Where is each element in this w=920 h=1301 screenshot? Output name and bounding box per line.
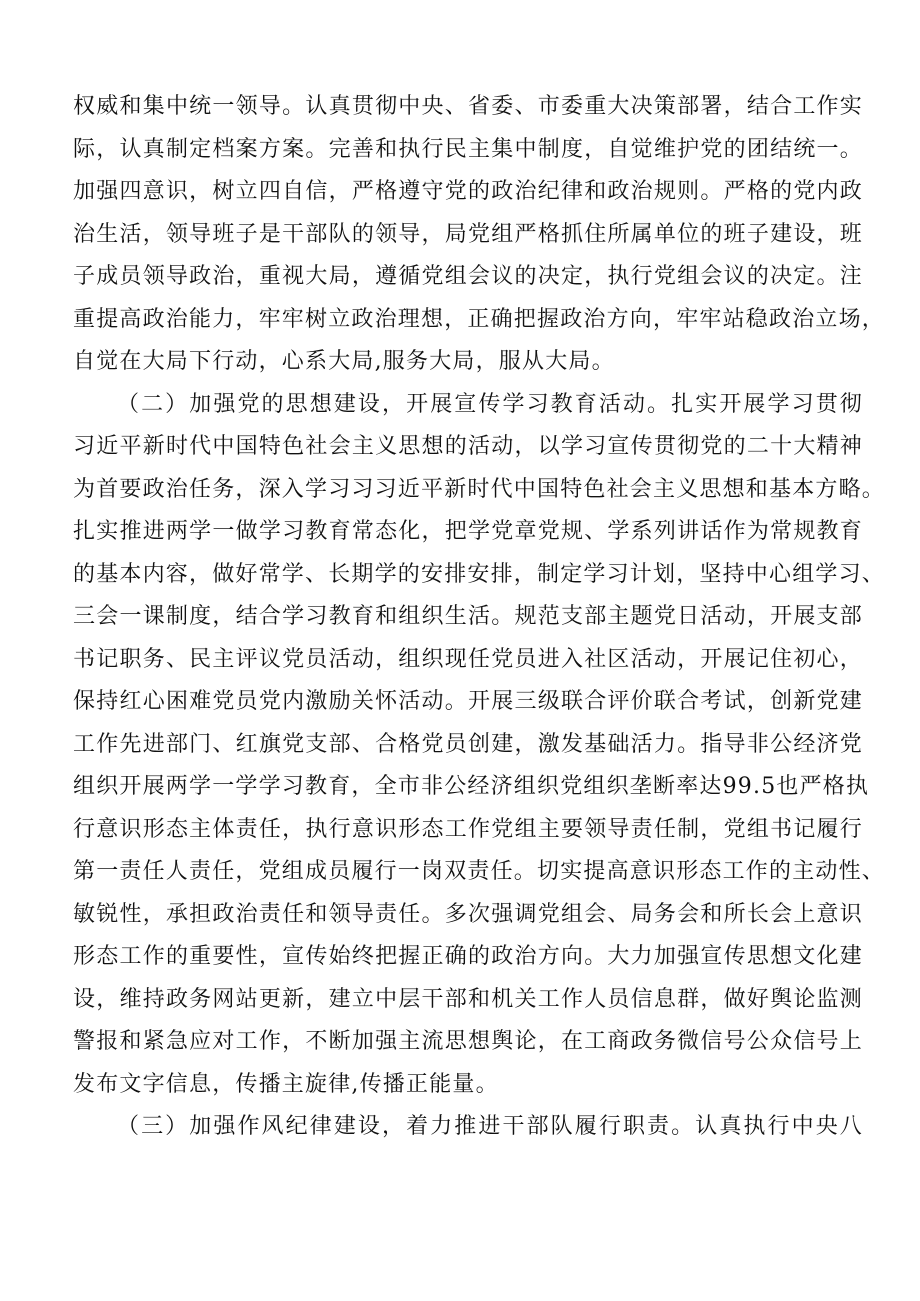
text-line: 工作先进部门、红旗党支部、合格党员创建，激发基础活力。指导非公经济党 xyxy=(73,731,863,757)
text-line: 权威和集中统一领导。认真贯彻中央、省委、市委重大决策部署，结合工作实 xyxy=(73,94,863,119)
text-line: 重提高政治能力，牢牢树立政治理想，正确把握政治方向，牢牢站稳政治立场， xyxy=(73,306,886,332)
text-line: 扎实推进两学一做学习教育常态化，把学党章党规、学系列讲话作为常规教育 xyxy=(73,519,863,544)
text-line: 保持红心困难党员党内激励关怀活动。开展三级联合评价联合考试，创新党建 xyxy=(73,689,863,714)
text-line: 形态工作的重要性，宣传始终把握正确的政治方向。大力加强宣传思想文化建 xyxy=(73,944,863,969)
text-line: 设，维持政务网站更新，建立中层干部和机关工作人员信息群，做好舆论监测 xyxy=(73,986,863,1012)
text-line: 自觉在大局下行动，心系大局,服务大局，服从大局。 xyxy=(73,349,615,374)
text-line: 三会一课制度，结合学习教育和组织生活。规范支部主题党日活动，开展支部 xyxy=(73,604,863,629)
document-page xyxy=(73,86,886,1149)
text-line: 第一责任人责任，党组成员履行一岗双责任。切实提高意识形态工作的主动性、 xyxy=(73,859,886,884)
text-line: 际，认真制定档案方案。完善和执行民主集中制度，自觉维护党的团结统一。 xyxy=(73,136,863,162)
text-line: 敏锐性，承担政治责任和领导责任。多次强调党组会、局务会和所长会上意识 xyxy=(73,901,863,927)
paragraph-heading-line: （二）加强党的思想建设，开展宣传学习教育活动。扎实开展学习贯彻 xyxy=(117,391,863,417)
text-line: 子成员领导政治，重视大局，遵循党组会议的决定，执行党组会议的决定。注 xyxy=(73,264,863,289)
paragraph-3 xyxy=(73,1106,863,1149)
text-line: 为首要政治任务，深入学习习习近平新时代中国特色社会主义思想和基本方略。 xyxy=(73,476,886,502)
text-line: 发布文字信息，传播主旋律,传播正能量。 xyxy=(73,1071,499,1097)
text-line: 行意识形态主体责任，执行意识形态工作党组主要领导责任制，党组书记履行 xyxy=(73,816,863,842)
text-line: 习近平新时代中国特色社会主义思想的活动，以学习宣传贯彻党的二十大精神 xyxy=(73,434,863,459)
text-line: 警报和紧急应对工作，不断加强主流思想舆论，在工商政务微信号公众信号上 xyxy=(73,1029,863,1054)
text-line: 加强四意识，树立四自信，严格遵守党的政治纪律和政治规则。严格的党内政 xyxy=(73,179,863,204)
text-line: 书记职务、民主评议党员活动，组织现任党员进入社区活动，开展记住初心， xyxy=(73,646,863,672)
text-line: 组织开展两学一学学习教育，全市非公经济组织党组织垄断率达99.5也严格执 xyxy=(73,774,870,799)
text-line: 治生活，领导班子是干部队的领导，局党组严格抓住所属单位的班子建设，班 xyxy=(73,221,863,247)
paragraph-heading-line: （三）加强作风纪律建设，着力推进干部队履行职责。认真执行中央八 xyxy=(117,1114,863,1139)
paragraph-2 xyxy=(73,384,886,1107)
paragraph-1 xyxy=(73,86,886,384)
text-line: 的基本内容，做好常学、长期学的安排安排，制定学习计划，坚持中心组学习、 xyxy=(73,561,886,587)
